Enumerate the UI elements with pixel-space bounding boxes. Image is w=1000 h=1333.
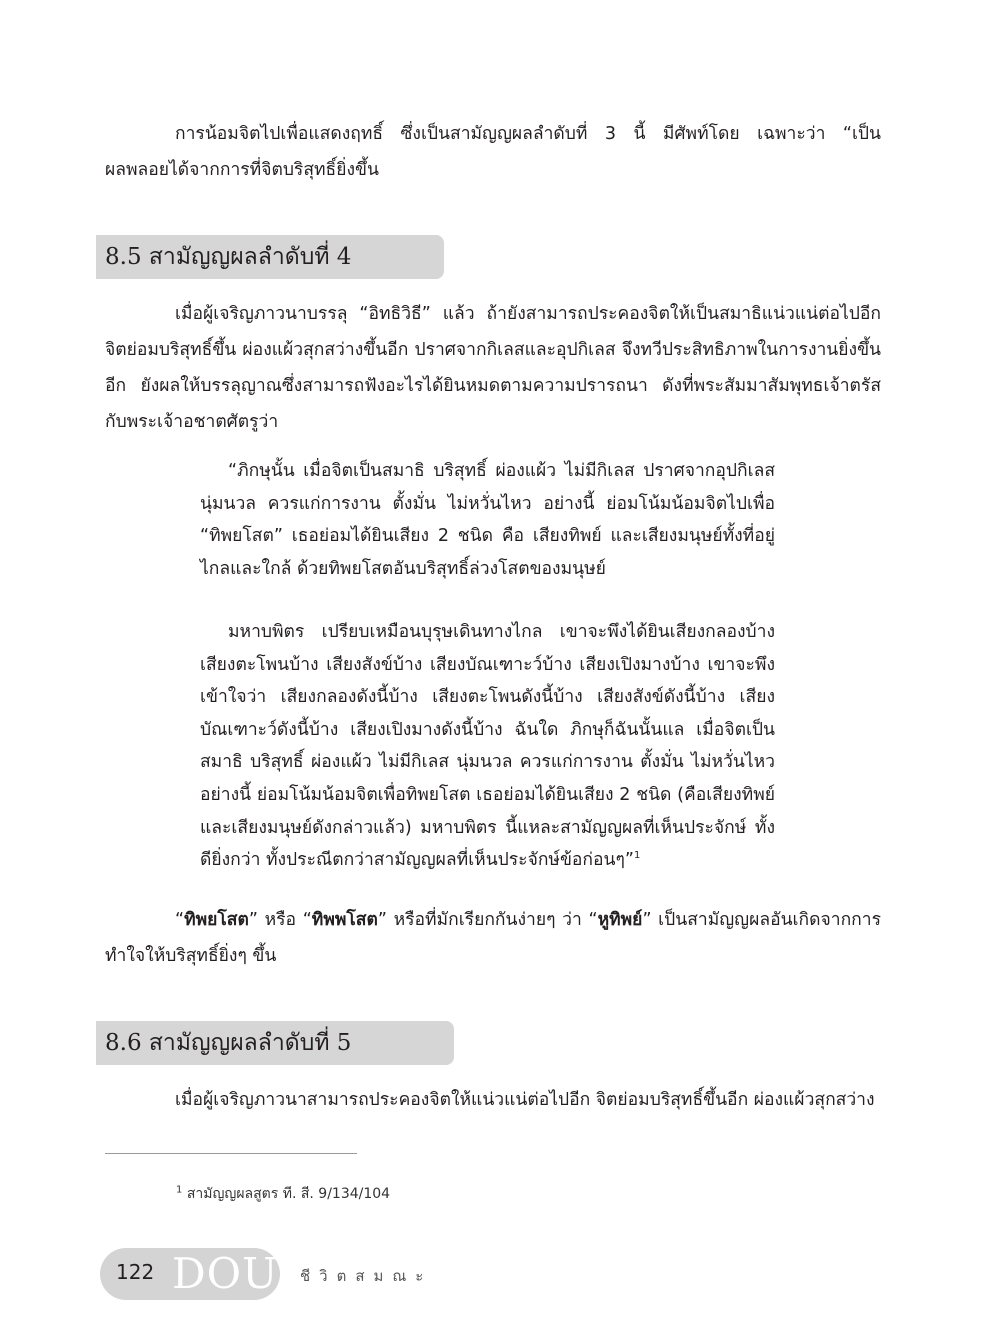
footer-page-badge — [100, 1248, 280, 1300]
closing-rest: เป็นสามัญญผลอันเกิดจากการทำใจให้บริสุทธิ์ยิ่งๆ ขึ้น — [105, 910, 881, 966]
running-title: ชีวิตสมณะ — [300, 1267, 433, 1285]
closing-connector-1: หรือ — [257, 910, 303, 930]
section-8-5-closing: “ทิพยโสต” หรือ “ทิพพโสต” หรือที่มักเรียกกันง่ายๆ ว่า “หูทิพย์” เป็นสามัญญผลอันเกิดจากการทำใจให้บริสุทธิ์ยิ่งๆ ขึ้น — [105, 910, 881, 966]
quote-block-2 — [200, 616, 775, 877]
footnote-text: สามัญญผลสูตร ที. สี. 9/134/104 — [186, 1186, 391, 1202]
dou-logo: DOU — [172, 1249, 279, 1298]
footnote-divider — [105, 1153, 357, 1154]
section-8-5-paragraph-text: เมื่อผู้เจริญภาวนาบรรลุ “อิทธิวิธี” แล้ว ถ้ายังสามารถประคองจิตให้เป็นสมาธิแน่วแน่ต่อไปอีก จิตย่อมบริสุทธิ์ขึ้น ผ่องแผ้วสุกสว่างขึ้นอีก ปราศจากกิเลสและอุปกิเลส จึงทวีประสิทธิภาพในการงานยิ่งขึ้นอีก ยังผลให้บรรลุญาณซึ่งสามารถฟังอะไรได้ยินหมดตามความปรารถนา ดังที่พระสัมมาสัมพุทธเจ้าตรัสกับพระเจ้าอชาตศัตรูว่า — [105, 304, 881, 432]
footnote — [176, 1183, 390, 1205]
section-8-5-paragraph — [105, 296, 881, 440]
page-number: 122 — [116, 1260, 155, 1284]
section-8-6-paragraph — [105, 1082, 881, 1118]
intro-paragraph — [105, 116, 881, 188]
quote-2-text: มหาบพิตร เปรียบเหมือนบุรุษเดินทางไกล เขาจะพึงได้ยินเสียงกลองบ้าง เสียงตะโพนบ้าง เสียงสังข์บ้าง เสียงบัณเฑาะว์บ้าง เสียงเปิงมางบ้าง เขาจะพึงเข้าใจว่า เสียงกลองดังนี้บ้าง เสียงตะโพนดังนี้บ้าง เสียงสังข์ดังนี้บ้าง เสียงบัณเฑาะว์ดังนี้บ้าง เสียงเปิงมางดังนี้บ้าง ฉันใด ภิกษุก็ฉันนั้นแล เมื่อจิตเป็นสมาธิ บริสุทธิ์ ผ่องแผ้ว ไม่มีกิเลส นุ่มนวล ควรแก่การงาน ตั้งมั่น ไม่หวั่นไหวอย่างนี้ ย่อมโน้มน้อมจิตเพื่อทิพยโสต เธอย่อมได้ยินเสียง 2 ชนิด (คือเสียงทิพย์และเสียงมนุษย์ดังกล่าวแล้ว) มหาบพิตร นี้แหละสามัญญผลที่เห็นประจักษ์ ทั้งดียิ่งกว่า ทั้งประณีตกว่าสามัญญผลที่เห็นประจักษ์ข้อก่อนๆ” — [200, 622, 775, 871]
section-8-6-paragraph-text: เมื่อผู้เจริญภาวนาสามารถประคองจิตให้แน่วแน่ต่อไปอีก จิตย่อมบริสุทธิ์ขึ้นอีก ผ่องแผ้วสุกสว่าง — [175, 1090, 875, 1110]
term-tippayasot: ทิพยโสต — [184, 910, 249, 930]
quote-block-1 — [200, 455, 775, 585]
section-heading-8-6 — [96, 1021, 454, 1065]
intro-text: การน้อมจิตไปเพื่อแสดงฤทธิ์ ซึ่งเป็นสามัญญผลลำดับที่ 3 นี้ มีศัพท์โดย เฉพาะว่า “เป็นผลพลอยได้จากการที่จิตบริสุทธิ์ยิ่งขึ้น — [105, 124, 881, 180]
footnote-marker: 1 — [176, 1184, 183, 1196]
quote-1-text: “ภิกษุนั้น เมื่อจิตเป็นสมาธิ บริสุทธิ์ ผ่องแผ้ว ไม่มีกิเลส ปราศจากอุปกิเลส นุ่มนวล ควรแก่การงาน ตั้งมั่น ไม่หวั่นไหว อย่างนี้ ย่อมโน้มน้อมจิตไปเพื่อ “ทิพยโสต” เธอย่อมได้ยินเสียง 2 ชนิด คือ เสียงทิพย์ และเสียงมนุษย์ทั้งที่อยู่ไกลและใกล้ ด้วยทิพยโสตอันบริสุทธิ์ล่วงโสตของมนุษย์ — [200, 461, 775, 579]
term-hutip: หูทิพย์ — [597, 910, 643, 930]
section-heading-8-5-text: 8.5 สามัญญผลลำดับที่ 4 — [105, 244, 352, 270]
section-heading-8-6-text: 8.6 สามัญญผลลำดับที่ 5 — [105, 1030, 352, 1056]
closing-connector-2: หรือที่มักเรียกกันง่ายๆ ว่า — [386, 910, 589, 930]
term-tippasot: ทิพพโสต — [311, 910, 378, 930]
footnote-ref[interactable]: 1 — [633, 850, 641, 862]
section-heading-8-5 — [96, 235, 444, 279]
